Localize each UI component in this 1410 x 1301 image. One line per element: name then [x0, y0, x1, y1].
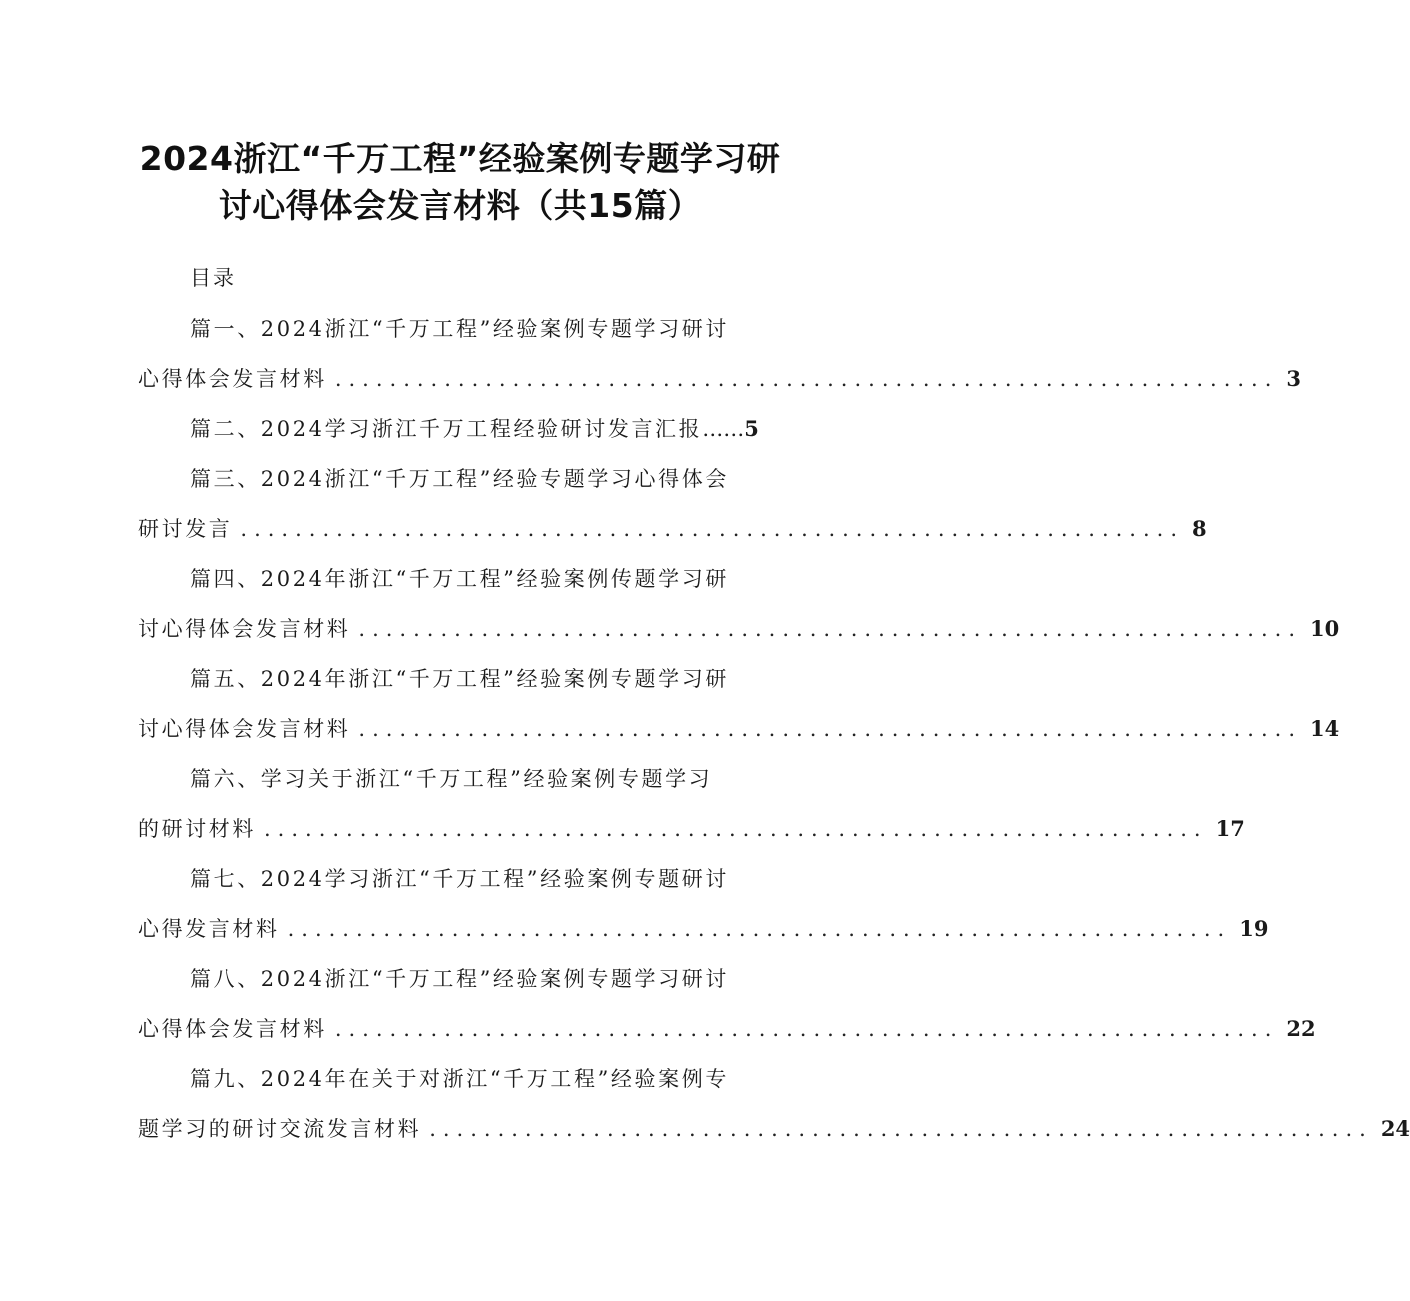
toc-entry-5-line-1[interactable]: 篇五、2024年浙江“千万工程”经验案例专题学习研: [190, 667, 729, 691]
toc-page-number: 17: [1215, 816, 1245, 841]
toc-entry-9-line-1[interactable]: 篇九、2024年在关于对浙江“千万工程”经验案例专: [190, 1067, 729, 1091]
toc-entry-label: 研讨发言: [138, 517, 233, 541]
toc-entry-label: 心得体会发言材料: [138, 367, 327, 391]
toc-entry-label: 讨心得体会发言材料: [138, 617, 351, 641]
dot-leader: .....................................................................: [287, 917, 1232, 941]
dot-leader: .....................................................................: [264, 817, 1208, 841]
toc-page-number: 14: [1310, 716, 1340, 741]
toc-entry-2[interactable]: [190, 414, 774, 444]
toc-entry-label: 讨心得体会发言材料: [138, 717, 351, 741]
toc-entry-label: 的研讨材料: [138, 817, 256, 841]
document-title-line-2: 讨心得体会发言材料（共15篇）: [218, 186, 702, 225]
toc-entry-label: 题学习的研讨交流发言材料: [138, 1117, 422, 1141]
toc-page-number: 5: [744, 416, 759, 441]
dot-leader: .....................................................................: [358, 617, 1303, 641]
document-title-line-1: 2024浙江“千万工程”经验案例专题学习研: [139, 139, 781, 178]
toc-entry-label: 心得体会发言材料: [138, 1017, 327, 1041]
toc-entry-6-line-1[interactable]: 篇六、学习关于浙江“千万工程”经验案例专题学习: [190, 767, 713, 791]
dot-leader: .....................................................................: [334, 1017, 1279, 1041]
ellipsis-leader: ……: [702, 417, 745, 441]
toc-entry-1-line-2[interactable]: [138, 364, 1302, 394]
toc-page-number: 24: [1380, 1116, 1410, 1141]
toc-entry-7-line-1[interactable]: 篇七、2024学习浙江“千万工程”经验案例专题研讨: [190, 867, 729, 891]
dot-leader: .....................................................................: [358, 717, 1303, 741]
toc-entry-1-line-1[interactable]: 篇一、2024浙江“千万工程”经验案例专题学习研讨: [190, 317, 729, 341]
toc-page-number: 22: [1286, 1016, 1316, 1041]
toc-page-number: 3: [1286, 366, 1302, 391]
toc-entry-7-line-2[interactable]: [138, 914, 1269, 944]
toc-entry-5-line-2[interactable]: [138, 714, 1340, 744]
toc-entry-8-line-2[interactable]: [138, 1014, 1316, 1044]
toc-entry-4-line-2[interactable]: [138, 614, 1340, 644]
toc-page-number: 19: [1239, 916, 1269, 941]
dot-leader: .....................................................................: [334, 367, 1279, 391]
toc-entry-label: 篇二、2024学习浙江千万工程经验研讨发言汇报: [190, 417, 703, 441]
toc-entry-4-line-1[interactable]: 篇四、2024年浙江“千万工程”经验案例传题学习研: [190, 567, 729, 591]
toc-entry-8-line-1[interactable]: 篇八、2024浙江“千万工程”经验案例专题学习研讨: [190, 967, 729, 991]
toc-page-number: 10: [1310, 616, 1340, 641]
toc-entry-label: 心得发言材料: [138, 917, 280, 941]
toc-page-number: 8: [1192, 516, 1207, 541]
dot-leader: .....................................................................: [429, 1117, 1373, 1141]
toc-heading: 目录: [190, 266, 236, 290]
toc-entry-6-line-2[interactable]: [138, 814, 1245, 844]
toc-entry-3-line-2[interactable]: [138, 514, 1207, 544]
toc-entry-3-line-1[interactable]: 篇三、2024浙江“千万工程”经验专题学习心得体会: [190, 467, 729, 491]
toc-entry-9-line-2[interactable]: [138, 1114, 1410, 1144]
dot-leader: .....................................................................: [240, 517, 1185, 541]
